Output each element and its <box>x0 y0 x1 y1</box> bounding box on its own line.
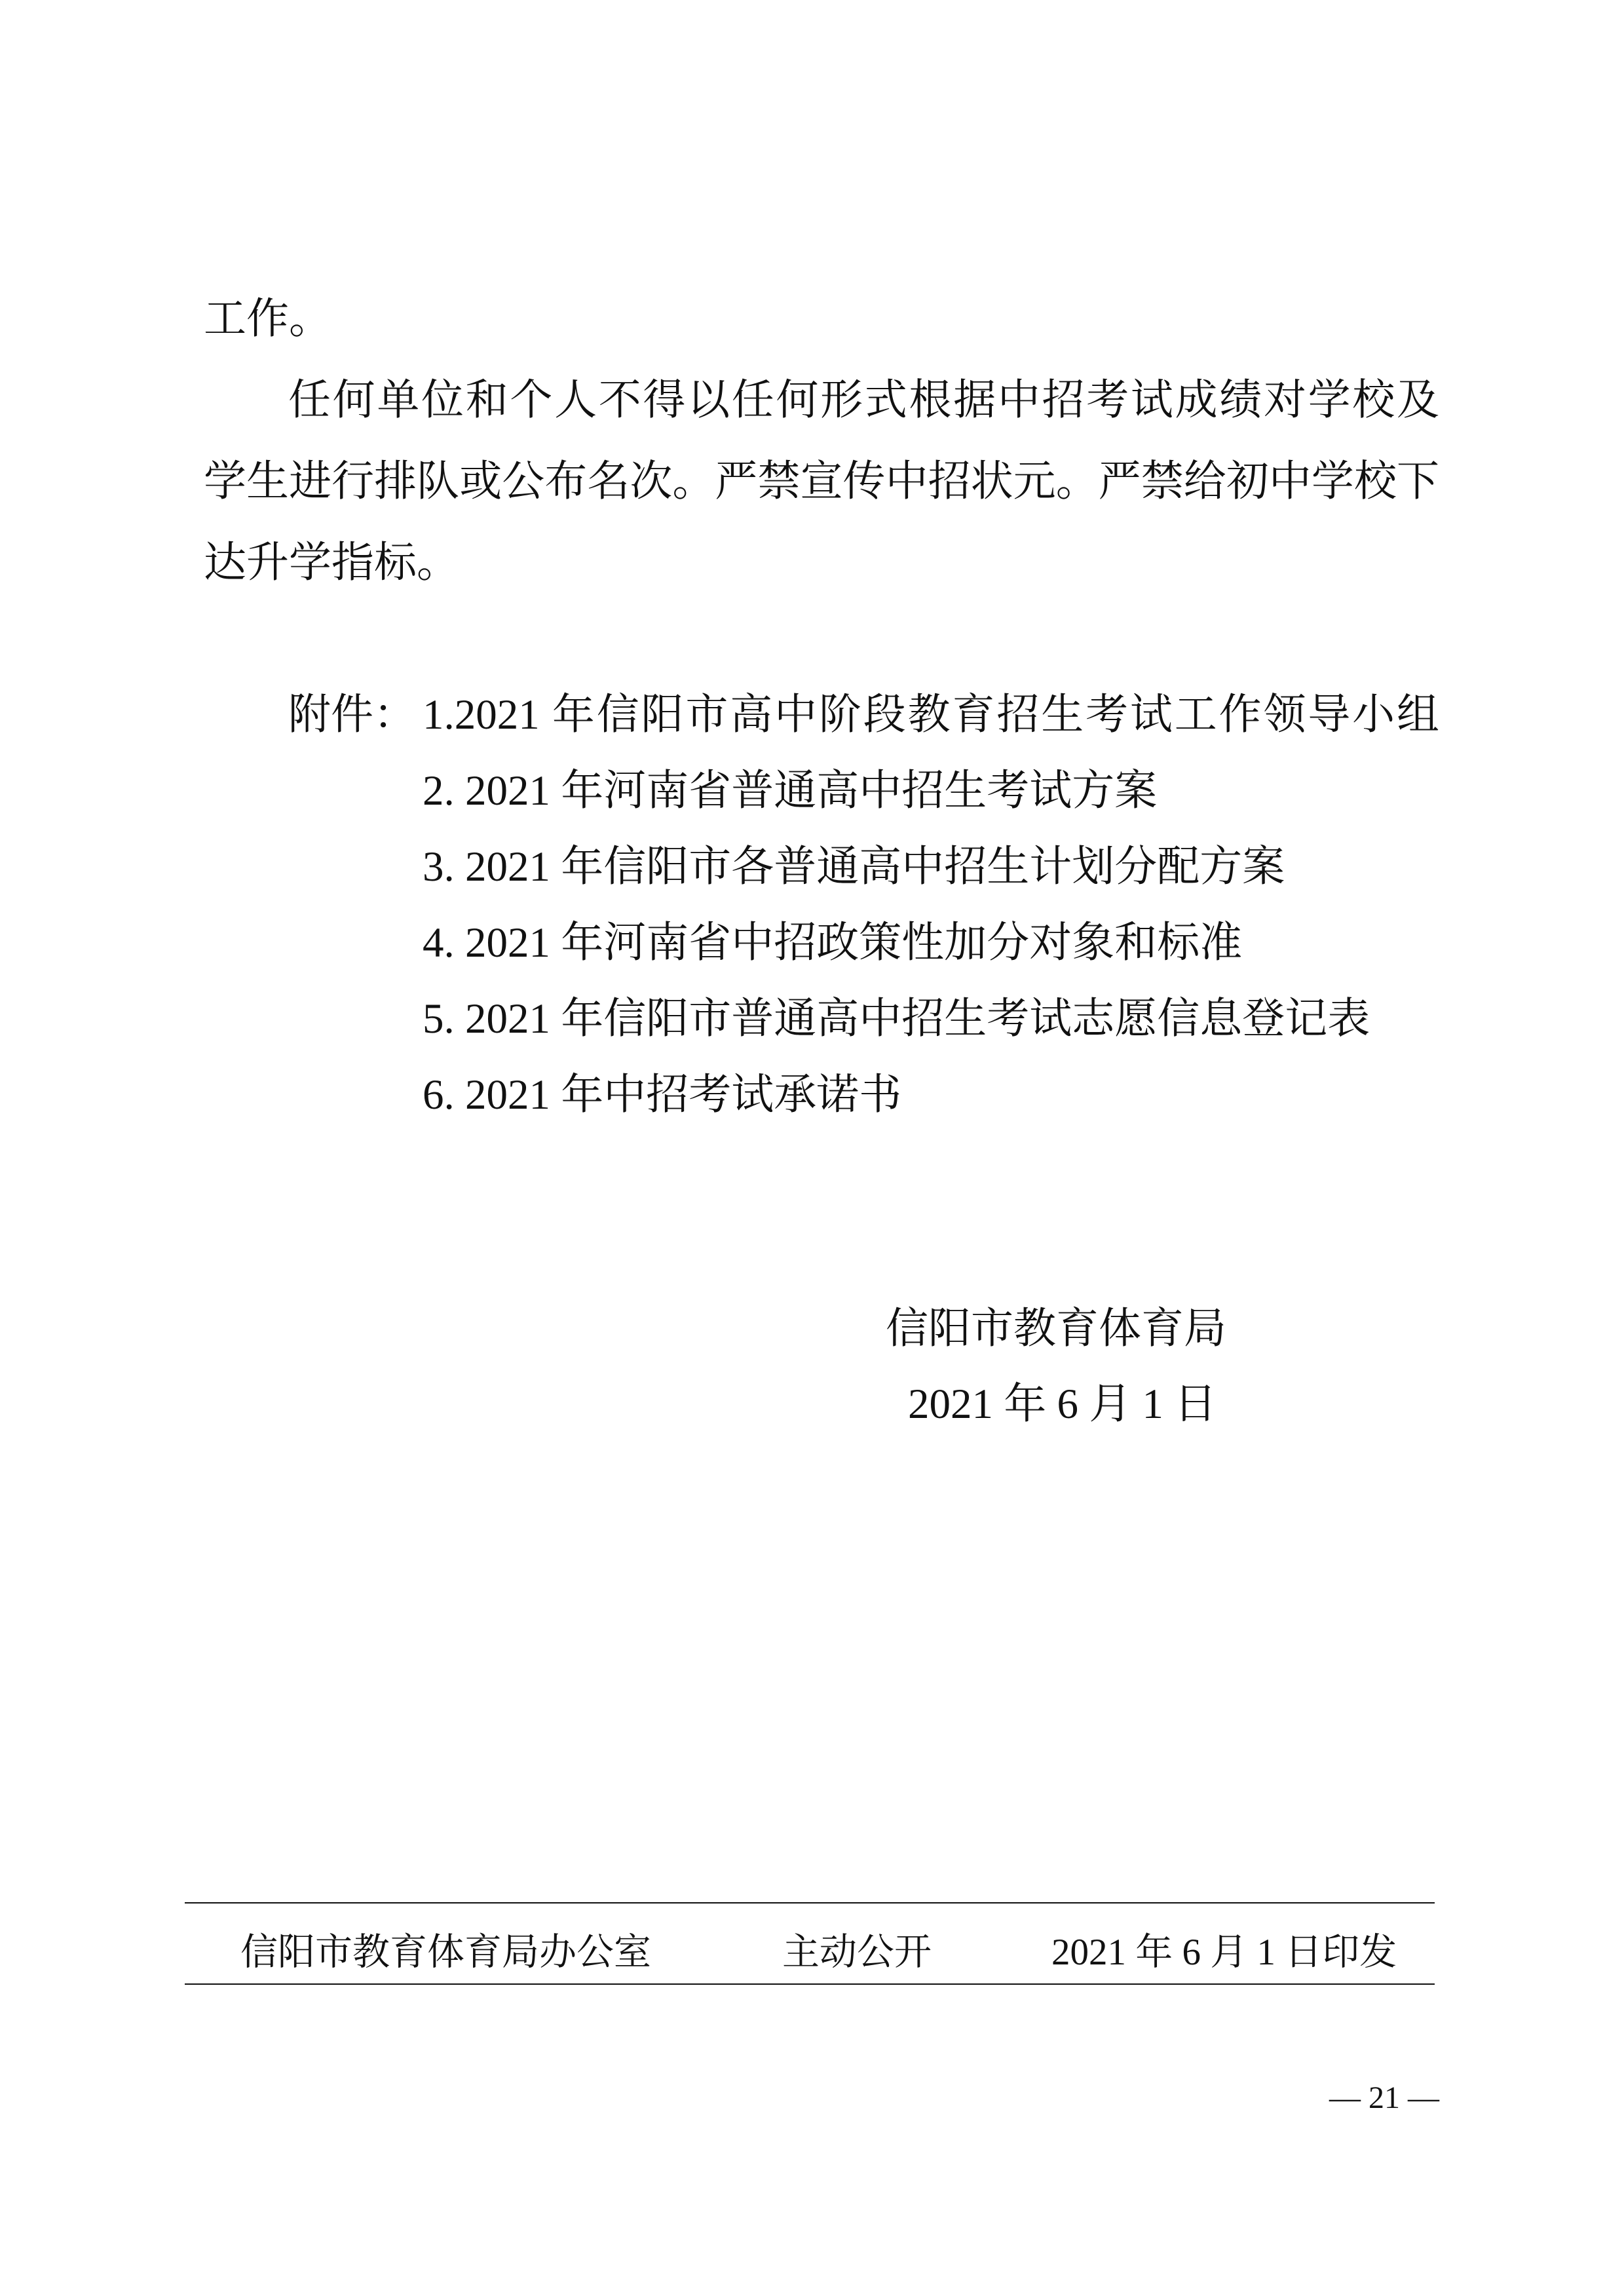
attachment-item: 3. 2021 年信阳市各普通高中招生计划分配方案 <box>423 843 1285 890</box>
attachment-item: 4. 2021 年河南省中招政策性加分对象和标准 <box>423 919 1243 966</box>
attachment-item: 1.2021 年信阳市高中阶段教育招生考试工作领导小组 <box>423 691 1439 738</box>
colophon-top-rule <box>185 1902 1435 1904</box>
paragraph-line: 学生进行排队或公布名次。严禁宣传中招状元。严禁给初中学校下 <box>204 458 1439 505</box>
colophon-print-date: 2021 年 6 月 1 日印发 <box>1051 1932 1397 1973</box>
issuer-name: 信阳市教育体育局 <box>886 1305 1227 1352</box>
attachment-item: 6. 2021 年中招考试承诺书 <box>423 1071 902 1119</box>
page-number: — 21 — <box>1329 2080 1439 2115</box>
colophon-bottom-rule <box>185 1983 1435 1985</box>
attachments-label: 附件： <box>288 691 417 738</box>
attachment-item: 2. 2021 年河南省普通高中招生考试方案 <box>423 767 1158 814</box>
issue-date: 2021 年 6 月 1 日 <box>908 1381 1217 1428</box>
colophon-disclosure: 主动公开 <box>782 1932 932 1973</box>
paragraph-line: 任何单位和个人不得以任何形式根据中招考试成绩对学校及 <box>288 377 1439 424</box>
attachment-item: 5. 2021 年信阳市普通高中招生考试志愿信息登记表 <box>423 995 1370 1043</box>
paragraph-line: 达升学指标。 <box>204 539 460 586</box>
colophon-office: 信阳市教育体育局办公室 <box>240 1932 651 1973</box>
continuation-line: 工作。 <box>204 296 332 343</box>
